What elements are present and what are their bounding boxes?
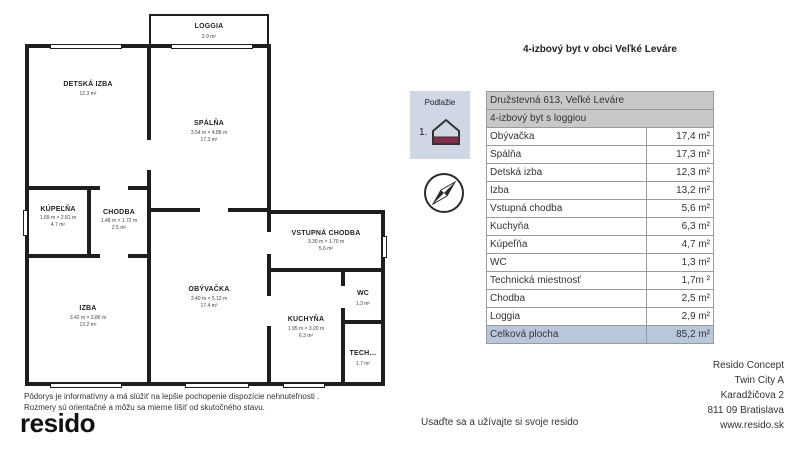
building-name: Twin City A [734, 375, 784, 386]
room-vstupna-chodba [267, 210, 385, 272]
table-row [487, 254, 714, 272]
room-chodba [87, 186, 151, 258]
table-row [487, 308, 714, 326]
door [100, 186, 128, 190]
room-label: Loggia [487, 308, 647, 326]
window [171, 44, 253, 49]
table-row [487, 128, 714, 146]
table-row [487, 290, 714, 308]
table-row-total [487, 326, 714, 344]
room-label: Spálňa [487, 146, 647, 164]
door [91, 205, 95, 227]
room-value: 1,3 m² [647, 254, 714, 272]
room-value: 2,9 m² [647, 308, 714, 326]
window [185, 383, 249, 388]
contact-block [707, 358, 784, 433]
room-area: 17.3 m² [200, 137, 218, 143]
area-table [486, 91, 714, 344]
room-name: TECH… [349, 350, 377, 357]
compass-icon [423, 172, 465, 214]
room-label: Vstupná chodba [487, 200, 647, 218]
window [23, 210, 28, 236]
room-value: 2,5 m² [647, 290, 714, 308]
door [100, 254, 128, 258]
building-floor-icon [430, 117, 462, 147]
room-dimensions: 3.40 m × 5.12 m [190, 296, 228, 302]
room-name: CHODBA [103, 209, 135, 216]
room-value: 13,2 m² [647, 182, 714, 200]
room-area: 6.3 m² [298, 333, 314, 339]
room-area: 2.5 m² [111, 225, 127, 231]
room-technicka [341, 320, 385, 386]
room-dimensions: 3.30 m × 1.70 m [307, 239, 345, 245]
total-value: 85,2 m² [647, 326, 714, 344]
room-area: 5.6 m² [318, 246, 334, 252]
room-wc [341, 268, 385, 324]
street: Karadžičova 2 [720, 390, 784, 401]
table-row [487, 110, 714, 128]
room-value: 4,7 m² [647, 236, 714, 254]
table-row [487, 200, 714, 218]
room-label: Chodba [487, 290, 647, 308]
table-row [487, 92, 714, 110]
room-izba [25, 254, 151, 386]
room-label: Kúpeľňa [487, 236, 647, 254]
room-name: KUCHYŇA [287, 316, 325, 323]
room-name: DETSKÁ IZBA [63, 81, 113, 88]
window [283, 383, 325, 388]
room-area: 13.2 m² [79, 322, 97, 328]
disclaimer-line: Pôdorys je informatívny a má slúžiť na lepšie pochopenie dispozície nehnuteľnosti . [24, 392, 320, 401]
room-value: 12,3 m² [647, 164, 714, 182]
room-label: Kuchyňa [487, 218, 647, 236]
table-row [487, 236, 714, 254]
window [50, 383, 122, 388]
slogan: Usaďte sa a užívajte si svoje resido [421, 417, 579, 428]
table-row [487, 164, 714, 182]
window [50, 44, 122, 49]
room-dimensions: 3.54 m × 4.88 m [190, 130, 228, 136]
room-value: 1,7m ² [647, 272, 714, 290]
door [200, 208, 228, 212]
disclaimer-line: Rozmery sú orientačné a môžu sa mierne líšiť od skutočného stavu. [24, 403, 265, 412]
type-cell: 4-izbový byt s loggiou [487, 110, 714, 128]
room-label: Detská izba [487, 164, 647, 182]
website-link[interactable]: www.resido.sk [720, 420, 784, 431]
door [267, 296, 271, 326]
window [382, 236, 387, 258]
resido-logo: resido [20, 408, 96, 438]
floor-indicator [410, 91, 470, 159]
room-kuchyna [267, 268, 345, 386]
table-row [487, 218, 714, 236]
room-dimensions: 1.95 m × 3.20 m [287, 326, 325, 332]
table-row [487, 146, 714, 164]
room-name: LOGGIA [194, 23, 224, 30]
room-value: 5,6 m² [647, 200, 714, 218]
city: 811 09 Bratislava [707, 405, 784, 416]
listing-title: 4-izbový byt v obci Veľké Leváre [523, 44, 677, 55]
door [147, 140, 151, 170]
door [267, 232, 271, 254]
room-obyvacka [147, 208, 271, 386]
room-detska-izba [25, 44, 151, 190]
room-name: VSTUPNÁ CHODBA [291, 230, 361, 237]
room-value: 6,3 m² [647, 218, 714, 236]
room-label: Technická miestnosť [487, 272, 647, 290]
floor-number: 1. [419, 127, 428, 138]
room-name: KÚPEĽŇA [40, 206, 76, 213]
room-loggia [149, 14, 269, 47]
total-label: Celková plocha [487, 326, 647, 344]
table-row [487, 182, 714, 200]
room-name: WC [356, 290, 370, 297]
room-area: 2.9 m² [201, 34, 217, 40]
room-spalna [147, 44, 271, 212]
door [341, 286, 345, 308]
room-name: OBÝVAČKA [188, 286, 230, 293]
room-dimensions: 1.48 m × 1.72 m [100, 218, 138, 224]
room-dimensions: 3.42 m × 3.86 m [69, 315, 107, 321]
address-cell: Družstevná 613, Veľké Leváre [487, 92, 714, 110]
room-value: 17,4 m² [647, 128, 714, 146]
room-label: WC [487, 254, 647, 272]
room-area: 4.7 m² [50, 222, 66, 228]
room-value: 17,3 m² [647, 146, 714, 164]
room-label: Obývačka [487, 128, 647, 146]
room-name: SPÁLŇA [194, 120, 224, 127]
room-name: IZBA [79, 305, 97, 312]
company-name: Resido Concept [712, 360, 784, 371]
floor-label: Podlažie [424, 98, 456, 107]
room-area: 12.3 m² [79, 91, 97, 97]
room-area: 1.3 m² [355, 301, 371, 307]
room-area: 17.4 m² [200, 303, 218, 309]
table-row [487, 272, 714, 290]
room-label: Izba [487, 182, 647, 200]
room-dimensions: 1.69 m × 2.81 m [39, 215, 77, 221]
room-kupelna [25, 186, 91, 258]
room-area: 1.7 m² [355, 361, 371, 367]
